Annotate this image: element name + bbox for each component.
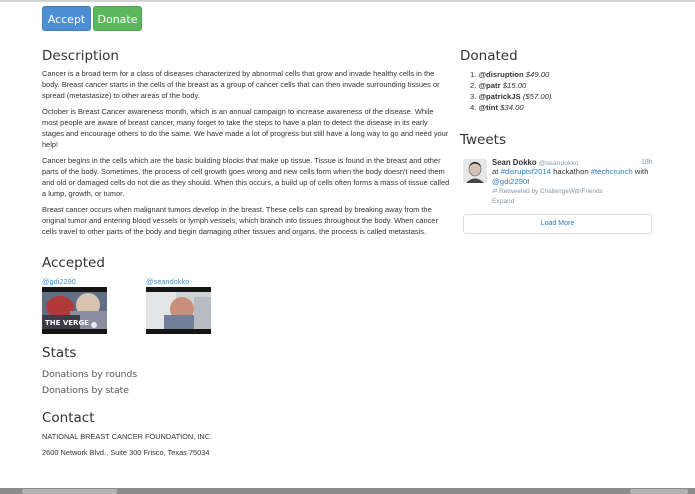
description-paragraph: Breast cancer occurs when malignant tumors develop in the breast. These cells can spread by breaking away from the original tumor and entering blood vessels or lymph vessels, which branch into tissues throughout the body. When cancer cells travel to other parts of the body and begin damaging other tissues and organs, the process is called metastasis. <box>42 205 438 237</box>
contact-organization: NATIONAL BREAST CANCER FOUNDATION, INC. <box>42 432 213 441</box>
retweet-info <box>492 187 603 195</box>
accepted-video-thumbnail[interactable] <box>146 287 211 334</box>
tweet-author[interactable] <box>492 158 579 167</box>
list-item <box>470 80 551 91</box>
description-paragraph: Cancer is a broad term for a class of diseases characterized by abnormal cells that grow and invade healthy cells in the body. Breast cancer starts in the cells of the breast as a group of cancer cells that can then invade surrounding tissues or spread (metastasize) to other areas of the body. <box>42 69 440 100</box>
list-number: 2. <box>470 81 477 90</box>
description-body <box>42 69 450 244</box>
description-paragraph: Cancer begins in the cells which are the basic building blocks that make up tissue. Tissue is found in the breast and other parts of the body. Sometimes, the process of cell growth goes wrong and new cells form when the body doesn't need them and old or damaged cells do not die as they should. When this occurs, a build up of cells often forms a mass of tissue called a lump, growth, or tumor. <box>42 156 450 199</box>
hashtag-link[interactable]: #disruptsf2014 <box>500 167 551 176</box>
donor-handle: @patr <box>478 81 501 90</box>
tweet-text-part: at <box>492 167 499 176</box>
donated-list <box>470 69 551 113</box>
stats-heading: Stats <box>42 345 77 361</box>
mention-link[interactable]: @gdi2290 <box>492 177 528 186</box>
donor-handle: @disruption <box>478 70 524 79</box>
top-divider <box>0 0 695 2</box>
video-thumbnail-image <box>146 287 211 334</box>
contact-address: 2600 Network Blvd., Suite 300 Frisco, Texas 75034 <box>42 448 210 457</box>
tweet-text-part: ! <box>527 177 530 186</box>
retweet-icon: ⇄ <box>492 188 498 195</box>
tweet-timestamp[interactable]: 18h <box>641 159 653 166</box>
accept-button[interactable]: Accept <box>42 6 91 31</box>
list-item <box>470 91 551 102</box>
scrollbar-thumb[interactable] <box>630 489 688 494</box>
expand-link[interactable]: Expand <box>492 198 515 205</box>
tweet-author-handle: @seandokko <box>538 160 579 167</box>
load-more-button[interactable]: Load More <box>463 214 652 234</box>
donation-amount: ($57.00) <box>522 92 552 101</box>
list-item <box>470 102 551 113</box>
list-number: 4. <box>470 103 477 112</box>
accepted-heading: Accepted <box>42 255 105 271</box>
retweet-label: Retweeted by ChallengeWithFriends <box>499 188 603 195</box>
donations-by-rounds-link[interactable]: Donations by rounds <box>42 369 138 380</box>
donation-amount: $15.00 <box>502 81 527 90</box>
avatar-image <box>463 159 487 183</box>
tweet-text-part: hackathon <box>553 167 589 176</box>
description-heading: Description <box>42 48 119 64</box>
contact-heading: Contact <box>42 410 95 426</box>
tweets-heading: Tweets <box>460 132 506 148</box>
list-number: 1. <box>470 70 477 79</box>
donations-by-state-link[interactable]: Donations by state <box>42 385 129 396</box>
donor-handle: @patrickJS <box>478 92 521 101</box>
donate-button[interactable]: Donate <box>93 6 142 31</box>
list-number: 3. <box>470 92 477 101</box>
list-item <box>470 69 551 80</box>
accepted-user-link[interactable]: @gdi2290 <box>42 277 76 286</box>
description-paragraph: October is Breast Cancer awareness month, which is an annual campaign to increase awareness of the disease. While most people are aware of breast cancer, many forget to take the steps to have a plan to detect the disease in its early stages and encourage others to do the same. We have made a lot of progress but still have a long way to go and need your help! <box>42 107 449 149</box>
tweet-text-part: with <box>634 167 649 176</box>
video-thumbnail-image <box>42 287 107 334</box>
tweet-author-name: Sean Dokko <box>492 158 537 167</box>
avatar[interactable] <box>463 159 487 183</box>
scrollbar-thumb[interactable] <box>22 489 117 494</box>
verge-logo-text: THE VERGE <box>45 319 89 327</box>
tweet-text <box>492 167 654 187</box>
donation-amount: $49.00 <box>525 70 550 79</box>
donation-amount: $34.00 <box>500 103 524 112</box>
donor-handle: @tint <box>478 103 499 112</box>
donated-heading: Donated <box>460 48 518 64</box>
accepted-video-thumbnail[interactable] <box>42 287 107 334</box>
accepted-user-link[interactable]: @seandokko <box>146 277 190 286</box>
hashtag-link[interactable]: #techcrunch <box>590 167 633 176</box>
